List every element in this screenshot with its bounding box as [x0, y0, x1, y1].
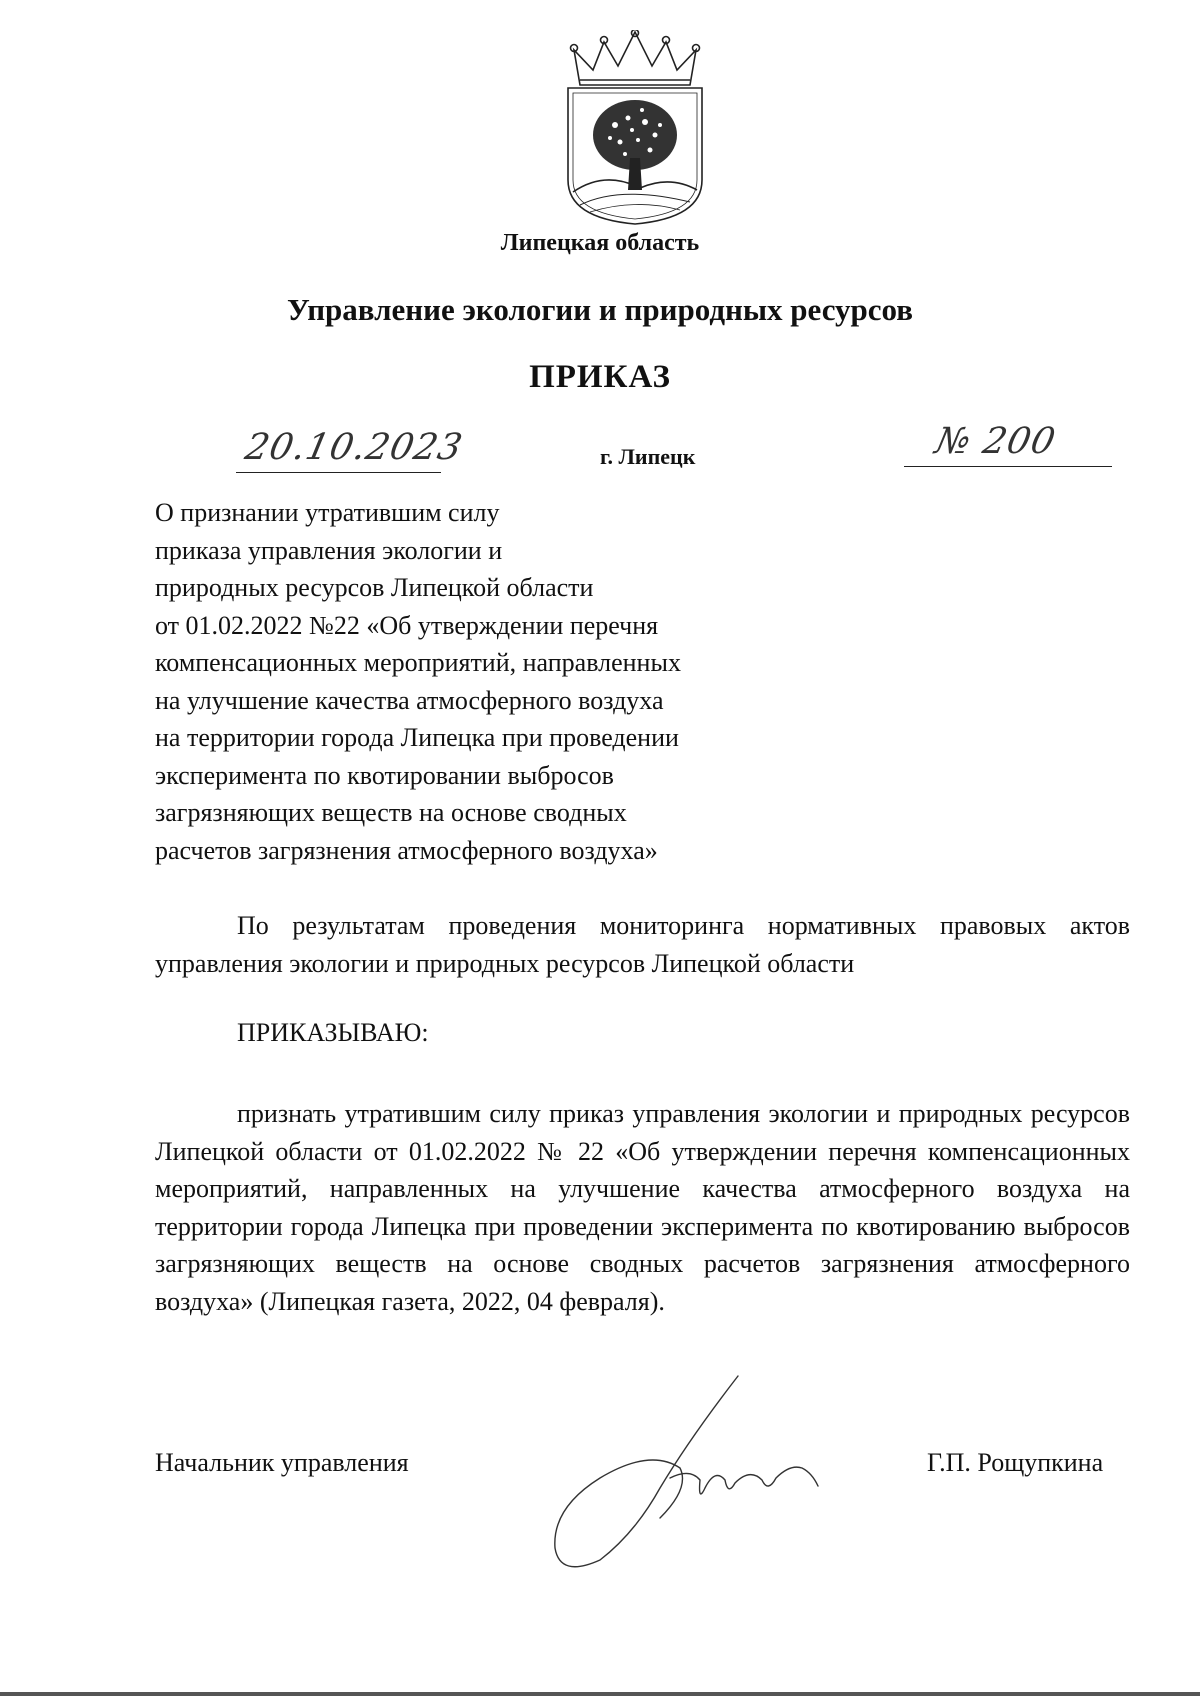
subject-line: компенсационных мероприятий, направленных: [155, 648, 681, 677]
handwritten-signature: [540, 1368, 880, 1568]
department-title: Управление экологии и природных ресурсов: [286, 292, 914, 327]
document-type-title: ПРИКАЗ: [529, 359, 671, 395]
subject-line: на улучшение качества атмосферного воздуха: [155, 685, 664, 715]
handwritten-date: 20.10.2023: [241, 427, 467, 468]
order-word: ПРИКАЗЫВАЮ:: [237, 1018, 429, 1047]
subject-line: от 01.02.2022 №22 «Об утверждении перечня: [155, 610, 659, 640]
signer-position: Начальник управления: [155, 1448, 409, 1477]
subject-line: природных ресурсов Липецкой области: [155, 573, 594, 602]
date-field: [236, 420, 467, 473]
subject-line: на территории города Липецка при проведении: [155, 723, 679, 752]
coat-of-arms-emblem: [560, 30, 710, 225]
page-bottom-edge: [0, 1692, 1200, 1696]
signer-name: Г.П. Рощупкина: [927, 1448, 1104, 1477]
city-label: г. Липецк: [600, 444, 696, 469]
subject-line: расчетов загрязнения атмосферного воздуха»: [155, 835, 658, 865]
decision-paragraph: признать утратившим силу приказ управления экологии и природных ресурсов Липецкой области от 01.02.2022 № 22 «Об утверждении перечня компенсационных мероприятий, направленных на улучшение качества атмосферного воздуха на территории города Липецка при проведении эксперимента по квотированию выбросов загрязняющих веществ на основе сводных расчетов загрязнения атмосферного воздуха» (Липецкая газета, 2022, 04 февраля).: [155, 1099, 1130, 1316]
region-title: Липецкая область: [500, 230, 700, 256]
number-field: [904, 420, 1112, 467]
subject-line: приказа управления экологии и: [155, 535, 503, 565]
subject-line: эксперимента по квотировании выбросов: [155, 760, 614, 790]
preamble-paragraph: По результатам проведения мониторинга нормативных правовых актов управления экологии и природных ресурсов Липецкой области: [155, 911, 1130, 978]
subject-line: загрязняющих веществ на основе сводных: [155, 798, 627, 827]
subject-block: [155, 494, 755, 869]
subject-line: О признании утратившим силу: [155, 498, 500, 527]
handwritten-number: № 200: [931, 421, 1060, 462]
